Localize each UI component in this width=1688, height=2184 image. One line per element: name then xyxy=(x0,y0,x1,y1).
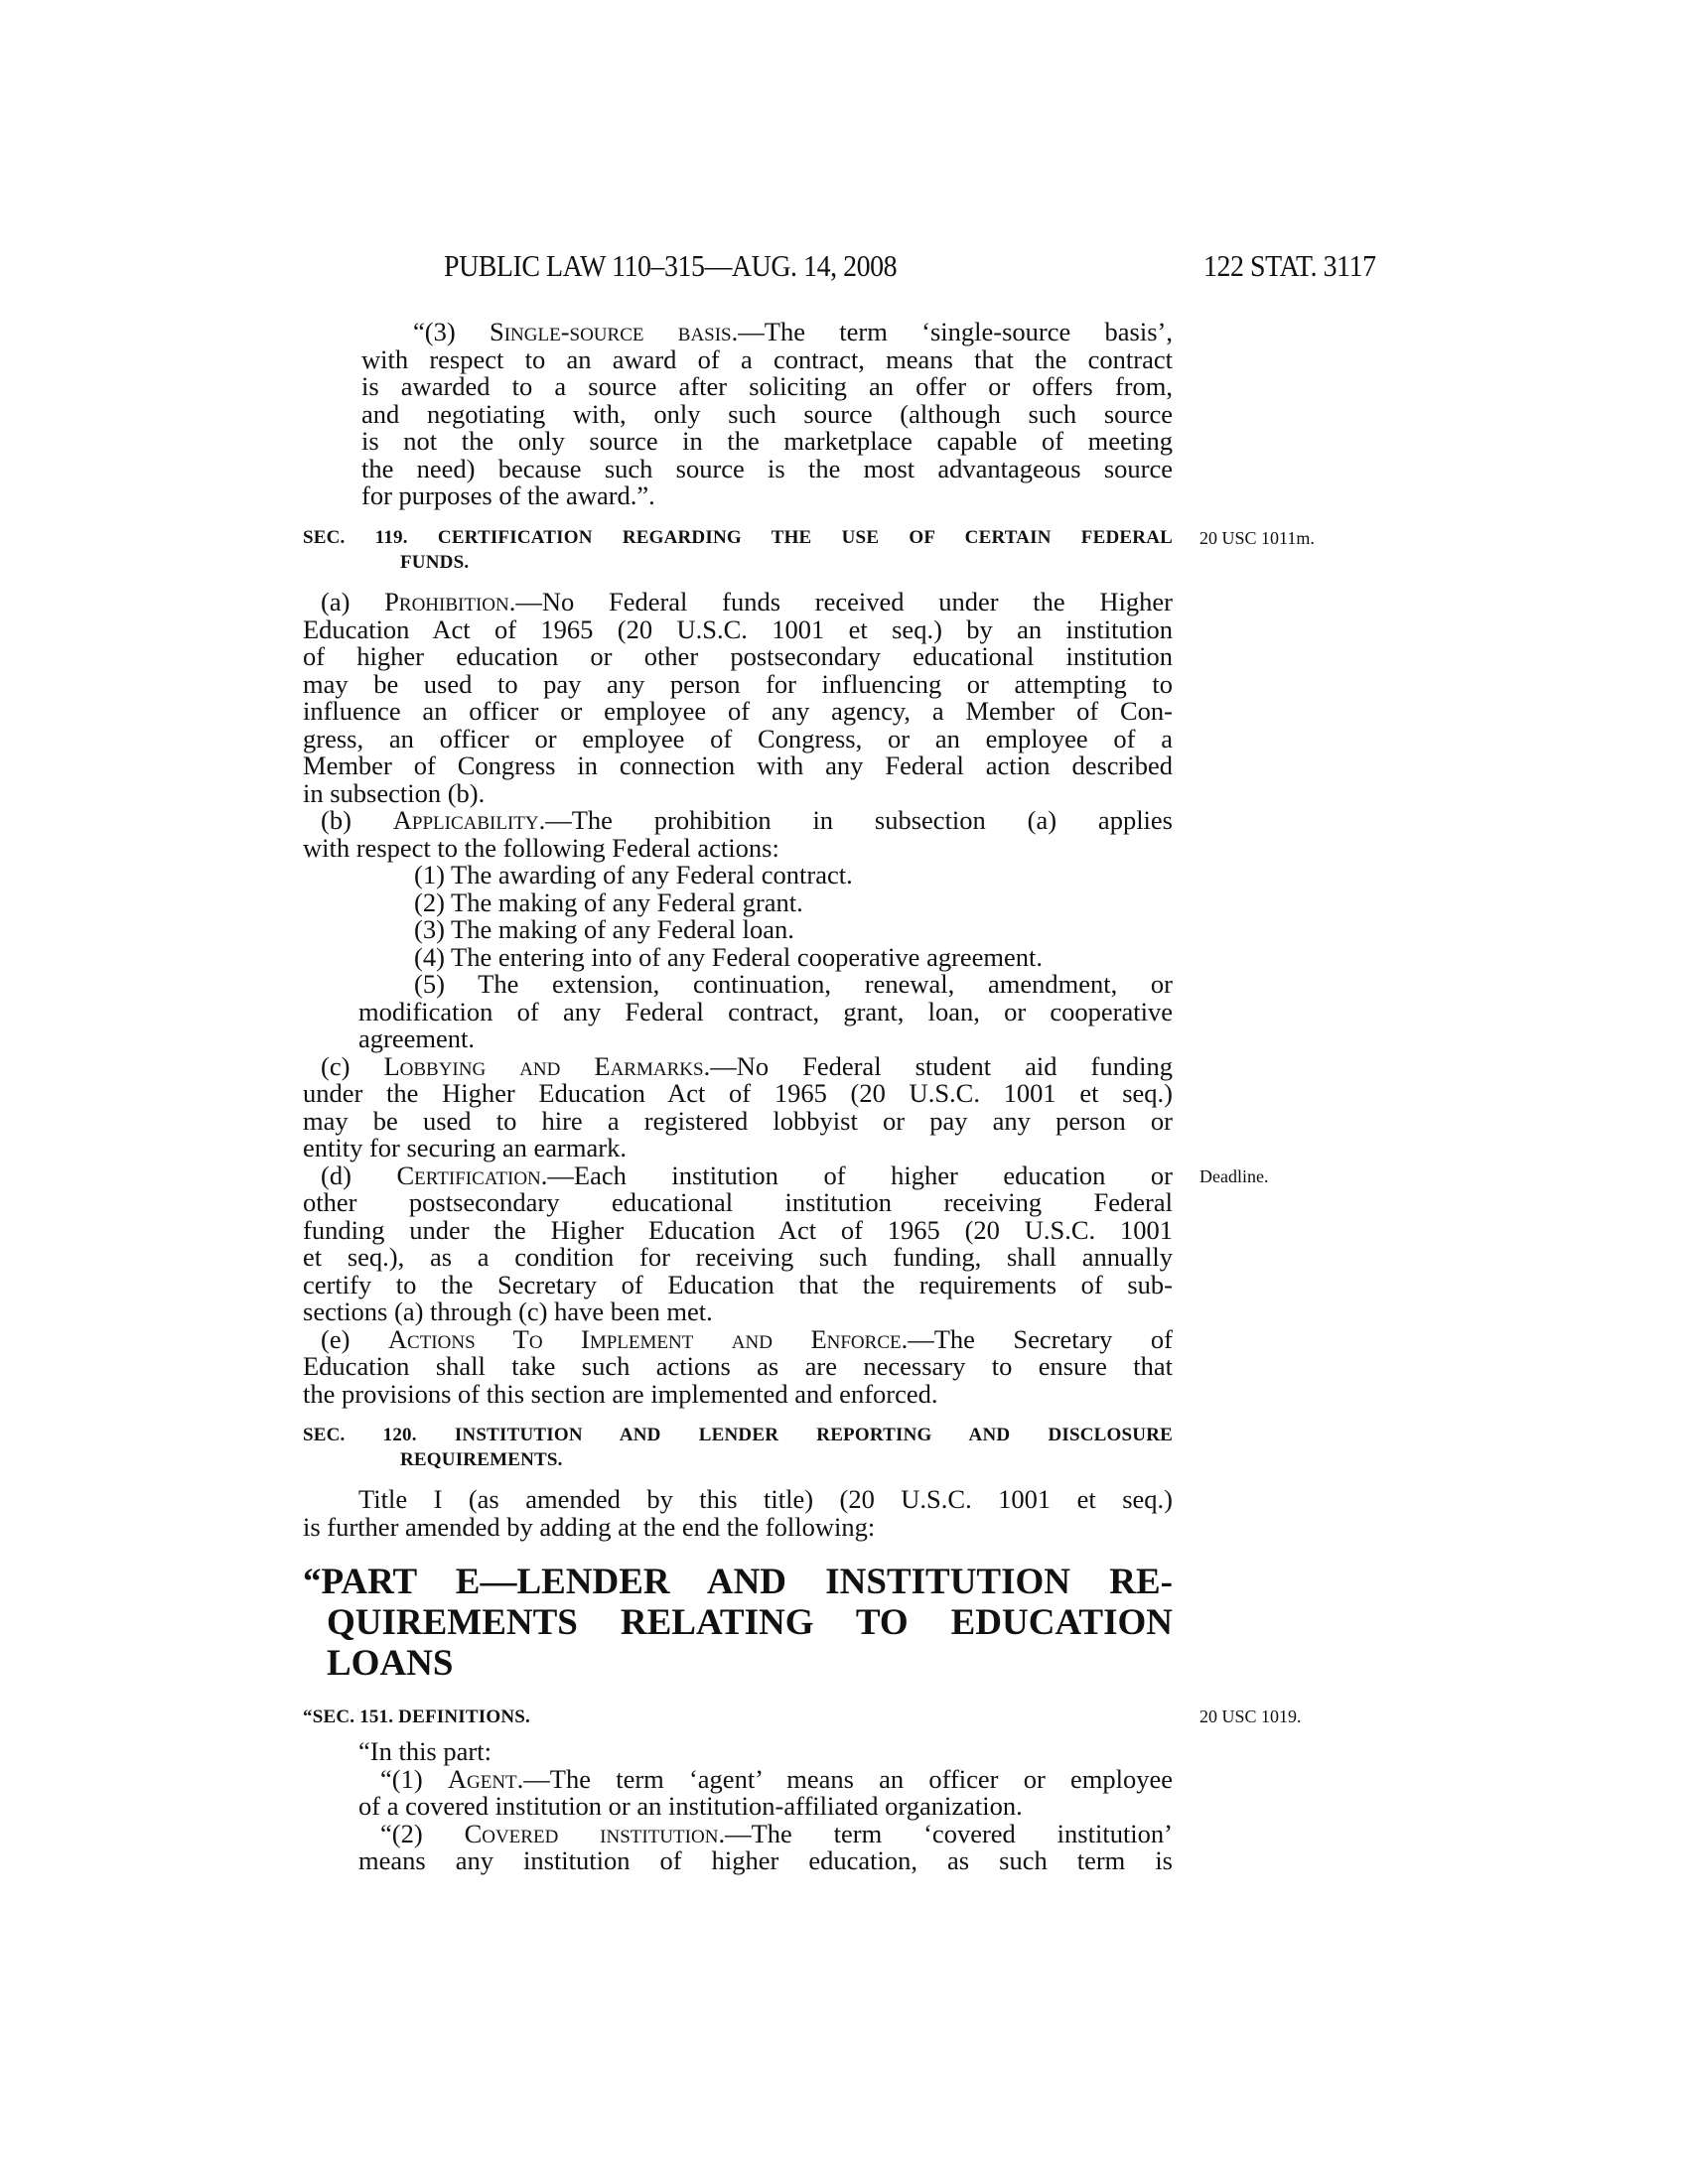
subsection-heading: Prohibition xyxy=(384,587,509,616)
text-line: influence an officer or employee of any agency, a Member of Con- xyxy=(303,696,1173,726)
text-line: the provisions of this section are implemented and enforced. xyxy=(303,1378,938,1409)
part-e-block xyxy=(303,1562,1173,1684)
subsection-heading: Actions To Implement and Enforce xyxy=(387,1323,902,1354)
text-segment: .—The term ‘covered institution’ xyxy=(718,1818,1173,1848)
text-segment: (a) xyxy=(321,587,385,616)
sec151-body-block xyxy=(358,1738,1173,1875)
text-segment: .—No Federal student aid funding xyxy=(703,1050,1173,1081)
text-line: (5) The extension, continuation, renewal, amendment, or xyxy=(414,969,1173,999)
text-segment: (c) xyxy=(321,1050,384,1081)
text-segment: .—No Federal funds received under the Higher xyxy=(508,587,1173,616)
subsection-heading: Covered institution xyxy=(464,1818,719,1848)
text-line xyxy=(380,1763,1173,1794)
text-line: (1) The awarding of any Federal contract. xyxy=(414,860,853,889)
text-line: may be used to pay any person for influencing or attempting to xyxy=(303,668,1173,699)
text-line xyxy=(321,1050,1173,1081)
sec119-body-block xyxy=(303,589,1173,1408)
text-line: with respect to an award of a contract, means that the contract xyxy=(361,343,1173,374)
text-line: FUNDS. xyxy=(400,552,470,573)
text-line: certify to the Secretary of Education that the requirements of sub- xyxy=(303,1269,1173,1299)
single-source-block xyxy=(361,319,1173,510)
text-line: modification of any Federal contract, grant, loan, or cooperative xyxy=(358,996,1173,1026)
text-line: gress, an officer or employee of Congress, or an employee of a xyxy=(303,723,1173,753)
sec151-heading-block xyxy=(303,1705,1173,1729)
text-line: of a covered institution or an institution-affiliated organization. xyxy=(358,1791,1023,1821)
text-segment: .—The Secretary of xyxy=(901,1323,1173,1354)
text-line xyxy=(380,1818,1173,1848)
margin-note-sec119: 20 USC 1011m. xyxy=(1199,528,1315,548)
text-segment: .—The term ‘agent’ means an officer or employee xyxy=(516,1763,1173,1794)
text-line: means any institution of higher education, as such term is xyxy=(358,1845,1173,1875)
text-line: may be used to hire a registered lobbyist or pay any person or xyxy=(303,1105,1173,1136)
text-line: et seq.), as a condition for receiving such funding, shall annually xyxy=(303,1242,1173,1272)
text-line xyxy=(413,319,1173,346)
text-line xyxy=(321,1323,1173,1354)
subsection-heading: Certification xyxy=(396,1160,541,1190)
margin-note-sec151: 20 USC 1019. xyxy=(1199,1706,1302,1726)
running-header-title: PUBLIC LAW 110–315—AUG. 14, 2008 xyxy=(444,248,898,283)
text-line: the need) because such source is the most advantageous source xyxy=(361,453,1173,483)
text-segment: (d) xyxy=(321,1160,397,1190)
text-line: funding under the Higher Education Act of 1965 (20 U.S.C. 1001 xyxy=(303,1214,1173,1245)
page-number: 122 STAT. 3117 xyxy=(1203,248,1376,283)
text-segment: (e) xyxy=(321,1323,388,1354)
text-segment: “(2) xyxy=(380,1818,465,1848)
text-line: agreement. xyxy=(358,1024,475,1053)
text-line: Education Act of 1965 (20 U.S.C. 1001 et seq.) by an institution xyxy=(303,614,1173,644)
margin-note-deadline: Deadline. xyxy=(1199,1166,1269,1186)
text-line: SEC. 119. CERTIFICATION REGARDING THE USE OF CERTAIN FEDERAL xyxy=(303,527,1173,548)
text-line: with respect to the following Federal actions: xyxy=(303,832,779,863)
text-line: “SEC. 151. DEFINITIONS. xyxy=(303,1706,530,1727)
text-line: QUIREMENTS RELATING TO EDUCATION xyxy=(327,1602,1173,1643)
text-line: “PART E—LENDER AND INSTITUTION RE- xyxy=(303,1562,1173,1602)
subsection-heading: Single-source basis xyxy=(489,317,732,346)
text-line: for purposes of the award.”. xyxy=(361,480,655,510)
subsection-heading: Lobbying and Earmarks xyxy=(383,1050,704,1081)
sec120-body-block xyxy=(303,1486,1173,1541)
text-segment: (b) xyxy=(321,805,393,835)
subsection-heading: Applicability xyxy=(392,805,539,835)
text-line: “In this part: xyxy=(358,1736,492,1766)
text-line: Member of Congress in connection with any Federal action described xyxy=(303,751,1173,780)
text-segment: .—The term ‘single-source basis’, xyxy=(731,317,1173,346)
text-line: (3) The making of any Federal loan. xyxy=(414,914,794,944)
text-line: in subsection (b). xyxy=(303,777,486,808)
sec120-heading-block xyxy=(303,1423,1173,1472)
text-line: is awarded to a source after soliciting an offer or offers from, xyxy=(361,371,1173,401)
text-line: of higher education or other postsecondary educational institution xyxy=(303,641,1173,671)
text-line: (2) The making of any Federal grant. xyxy=(414,887,803,917)
text-line: LOANS xyxy=(327,1643,454,1684)
subsection-heading: Agent xyxy=(447,1763,517,1794)
text-line: other postsecondary educational institution receiving Federal xyxy=(303,1187,1173,1217)
text-line: under the Higher Education Act of 1965 (20 U.S.C. 1001 et seq.) xyxy=(303,1078,1173,1108)
text-line: (4) The entering into of any Federal cooperative agreement. xyxy=(414,941,1044,972)
text-line: REQUIREMENTS. xyxy=(400,1449,563,1470)
text-line xyxy=(321,589,1173,616)
text-line: Title I (as amended by this title) (20 U.S.C. 1001 et seq.) xyxy=(358,1484,1173,1514)
text-line: Education shall take such actions as are necessary to ensure that xyxy=(303,1351,1173,1381)
text-line: and negotiating with, only such source (although such source xyxy=(361,398,1173,429)
text-segment: “(3) xyxy=(413,317,490,346)
text-line: is not the only source in the marketplace capable of meeting xyxy=(361,426,1173,456)
text-segment: “(1) xyxy=(380,1763,448,1794)
sec119-heading-block xyxy=(303,525,1173,575)
text-line: SEC. 120. INSTITUTION AND LENDER REPORTING AND DISCLOSURE xyxy=(303,1425,1173,1445)
text-segment: .—The prohibition in subsection (a) applies xyxy=(538,805,1173,835)
text-segment: .—Each institution of higher education or xyxy=(540,1160,1174,1190)
text-line: sections (a) through (c) have been met. xyxy=(303,1297,713,1326)
text-line xyxy=(321,807,1173,835)
text-line xyxy=(321,1162,1173,1190)
text-line: entity for securing an earmark. xyxy=(303,1133,627,1162)
text-line: is further amended by adding at the end the following: xyxy=(303,1511,876,1542)
